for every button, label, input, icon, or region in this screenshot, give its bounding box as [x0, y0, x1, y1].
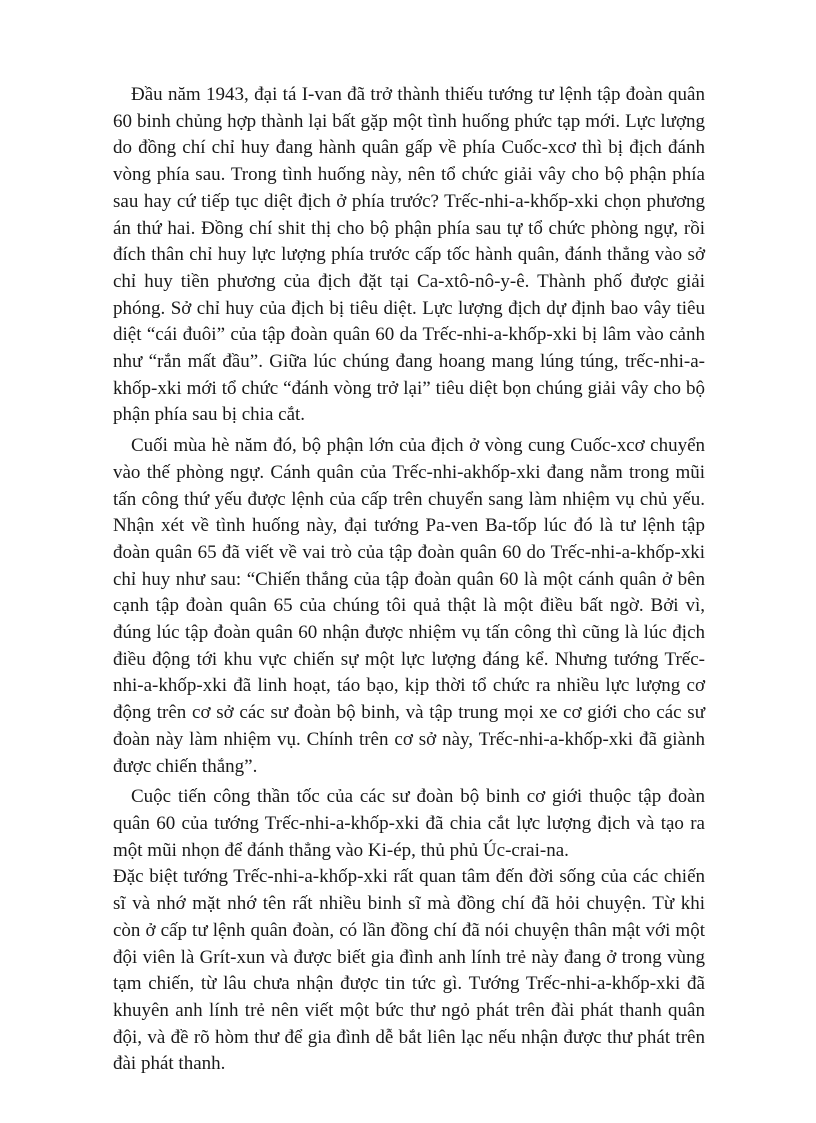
paragraph-1: Đầu năm 1943, đại tá I-van đã trở thành thiếu tướng tư lệnh tập đoàn quân 60 binh chủng hợp thành lại bất gặp một tình huống phức tạp mới. Lực lượng do đồng chí chỉ huy đang hành quân gấp về phía Cuốc-xcơ thì bị địch đánh vòng phía sau. Trong tình huống này, nên tổ chức giải vây cho bộ phận phía sau hay cứ tiếp tục diệt địch ở phía trước? Trếc-nhi-a-khốp-xki chọn phương án thứ hai. Đồng chí shit thị cho bộ phận phía sau tự tổ chức phòng ngự, rồi đích thân chỉ huy lực lượng phía trước cấp tốc hành quân, đánh thẳng vào sở chỉ huy tiền phương của địch đặt tại Ca-xtô-nô-y-ê. Thành phố được giải phóng. Sở chỉ huy của địch bị tiêu diệt. Lực lượng địch dự định bao vây tiêu diệt “cái đuôi” của tập đoàn quân 60 da Trếc-nhi-a-khốp-xki bị lâm vào cảnh như “rắn mất đầu”. Giữa lúc chúng đang hoang mang lúng túng, trếc-nhi-a-khốp-xki mới tổ chức “đánh vòng trở lại” tiêu diệt bọn chúng giải vây cho bộ phận phía sau bị chia cắt.: [113, 84, 705, 426]
paragraph-3: Cuộc tiến công thần tốc của các sư đoàn bộ binh cơ giới thuộc tập đoàn quân 60 của tướng Trếc-nhi-a-khốp-xki đã chia cắt lực lượng địch và tạo ra một mũi nhọn để đánh thẳng vào Ki-ép, thủ phủ Úc-crai-na.: [113, 786, 705, 861]
paragraph-4: Đặc biệt tướng Trếc-nhi-a-khốp-xki rất quan tâm đến đời sống của các chiến sĩ và nhớ mặt nhớ tên rất nhiều binh sĩ mà đồng chí đã hỏi chuyện. Từ khi còn ở cấp tư lệnh quân đoàn, có lần đồng chí đã nói chuyện thân mật với một đội viên là Grít-xun và được biết gia đình anh lính trẻ này đang ở trong vùng tạm chiến, từ lâu chưa nhận được tin tức gì. Tướng Trếc-nhi-a-khốp-xki đã khuyên anh lính trẻ nên viết một bức thư ngỏ phát trên đài phát thanh quân đội, và đề rõ hòm thư để gia đình dễ bắt liên lạc nếu nhận được thư phát trên đài phát thanh.: [113, 866, 705, 1075]
paragraph-2: Cuối mùa hè năm đó, bộ phận lớn của địch ở vòng cung Cuốc-xcơ chuyển vào thế phòng ngự. Cánh quân của Trếc-nhi-akhốp-xki đang nằm trong mũi tấn công thứ yếu được lệnh của cấp trên chuyển sang làm nhiệm vụ chủ yếu. Nhận xét về tình huống này, đại tướng Pa-ven Ba-tốp lúc đó là tư lệnh tập đoàn quân 65 đã viết về vai trò của tập đoàn quân 60 do Trếc-nhi-a-khốp-xki chỉ huy như sau: “Chiến thắng của tập đoàn quân 60 là một cánh quân ở bên cạnh tập đoàn quân 65 của chúng tôi quả thật là một điều bất ngờ. Bởi vì, đúng lúc tập đoàn quân 60 nhận được nhiệm vụ tấn công thì cũng là lúc địch điều động tới khu vực chiến sự một lực lượng đáng kể. Nhưng tướng Trếc-nhi-a-khốp-xki đã linh hoạt, táo bạo, kịp thời tổ chức ra nhiều lực lượng cơ động trên cơ sở các sư đoàn bộ binh, và tập trung mọi xe cơ giới cho các sư đoàn này làm nhiệm vụ. Chính trên cơ sở này, Trếc-nhi-a-khốp-xki đã giành được chiến thắng”.: [113, 435, 705, 777]
body-text: [113, 82, 705, 1082]
